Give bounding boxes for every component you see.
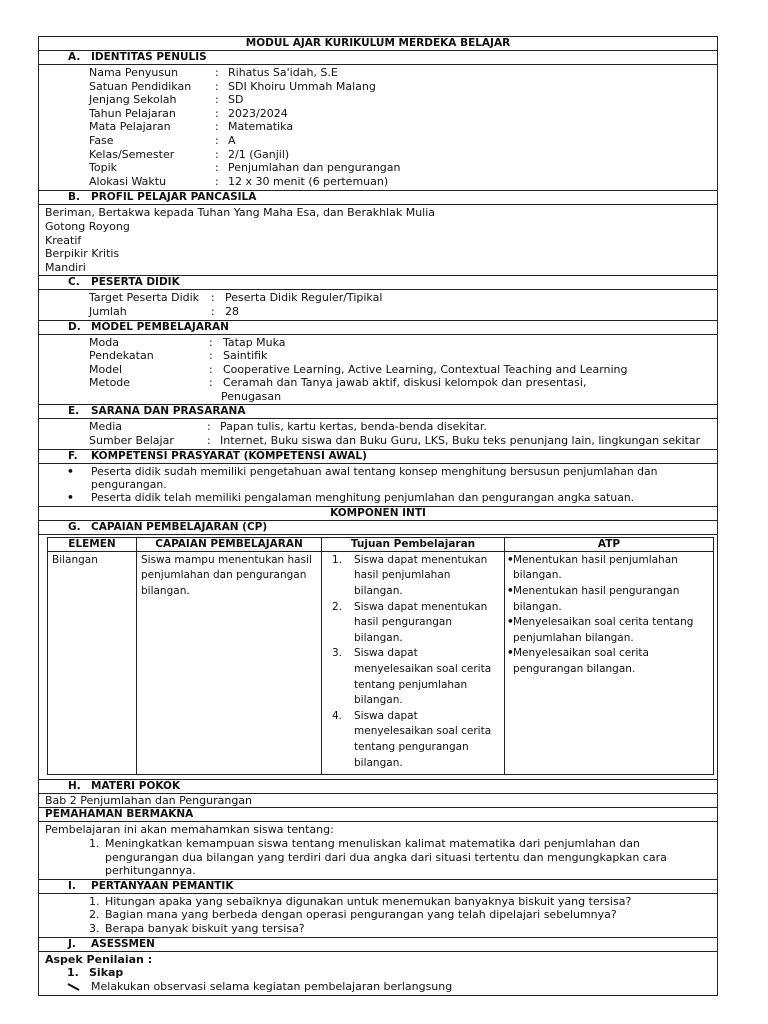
module-document [38,36,718,996]
section-letter: I. [68,879,76,892]
observasi-text: Melakukan observasi selama kegiatan pembelajaran berlangsung [91,979,453,993]
kv-key: Moda [89,335,119,349]
kv-colon: : [215,174,219,188]
kv-row [39,434,717,448]
section-label: IDENTITAS PENULIS [91,51,207,63]
checkmark-icon [67,983,81,991]
bullet-icon: • [507,553,514,566]
asesmen-body [39,952,717,997]
kv-row [39,349,717,363]
bullet-icon: • [507,616,514,629]
kv-colon: : [215,93,219,107]
kv-key: Nama Penyusun [89,66,179,79]
kv-value: Internet, Buku siswa dan Buku Guru, LKS, Buku teks penunjang lain, lingkungan sekitar [220,434,701,448]
identitas-body [39,65,717,191]
model-body [39,335,717,406]
kompetensi-item [39,491,717,504]
pertanyaan-item: 1. Hitungan apaka yang sebaiknya digunakan untuk menemukan banyaknya biskuit yang tersisa? [89,894,632,908]
kv-row [39,66,717,80]
kv-key: Fase [89,133,114,147]
kv-colon: : [207,434,211,448]
kv-key: Mata Pelajaran [89,120,171,134]
section-b-header [39,191,717,205]
kv-key: Jenjang Sekolah [89,93,177,107]
section-f-header [39,450,717,464]
pemahaman-header: PEMAHAMAN BERMAKNA [39,808,717,822]
pemahaman-intro: Pembelajaran ini akan memahamkan siswa tentang: [45,823,334,837]
kv-key: Alokasi Waktu [89,174,167,188]
section-letter: B. [68,191,80,204]
tujuan-text: Siswa dapat menyelesaikan soal cerita tentang penjumlahan bilangan. [354,647,492,707]
kv-value: A [228,133,236,147]
section-a-header [39,51,717,65]
kv-colon: : [209,349,213,363]
section-letter: C. [68,276,80,289]
kv-value: Papan tulis, kartu kertas, benda-benda disekitar. [220,420,487,434]
bullet-icon: • [507,585,514,598]
aspek-penilaian: Aspek Penilaian : [45,952,153,966]
atp-item [507,553,709,584]
kv-value: Penugasan [221,389,282,403]
document-title: MODUL AJAR KURIKULUM MERDEKA BELAJAR [39,37,717,51]
atp-text: Menentukan hasil pengurangan bilangan. [513,585,680,613]
kv-value: 12 x 30 menit (6 pertemuan) [228,174,389,188]
atp-item [507,646,709,677]
kv-key: Model [89,362,123,376]
section-label: PROFIL PELAJAR PANCASILA [91,191,257,204]
kv-value: Tatap Muka [223,335,286,349]
tujuan-item: 4. Siswa dapat menyelesaikan soal cerita tentang pengurangan bilangan. [332,709,492,769]
sikap-heading [39,966,717,980]
header-elemen: ELEMEN [48,538,137,551]
kv-value: 2/1 (Ganjil) [228,147,290,161]
kv-value: Matematika [228,120,294,134]
kv-key: Metode [89,376,131,390]
section-label: CAPAIAN PEMBELAJARAN (CP) [91,520,268,533]
pertanyaan-item: 2. Bagian mana yang berbeda dengan operasi pengurangan yang telah dipelajari sebelumnya? [89,908,617,922]
profil-item: Mandiri [45,260,86,274]
bullet-icon: • [67,464,74,478]
tujuan-item: 1. Siswa dapat menentukan hasil penjumlahan bilangan. [332,553,488,598]
cell-elemen: Bilangan [48,552,137,774]
kv-colon: : [215,147,219,161]
kv-colon: : [209,376,213,390]
kv-row [39,175,717,189]
pertanyaan-text: Berapa banyak biskuit yang tersisa? [105,922,305,936]
section-label: SARANA DAN PRASARANA [91,405,246,418]
section-label: ASESSMEN [91,937,155,950]
kv-row [39,148,717,162]
header-tujuan: Tujuan Pembelajaran [322,538,505,551]
kv-colon: : [209,362,213,376]
sikap-label: Sikap [89,966,124,980]
kv-row [39,161,717,175]
section-label: MODEL PEMBELAJARAN [91,320,229,333]
header-capaian: CAPAIAN PEMBELAJARAN [137,538,322,551]
section-letter: E. [68,405,80,418]
pertanyaan-text: Hitungan apaka yang sebaiknya digunakan untuk menemukan banyaknya biskuit yang tersisa? [105,894,632,908]
section-e-header [39,405,717,419]
atp-text: Menentukan hasil penjumlahan bilangan. [513,553,678,582]
kv-colon: : [215,133,219,147]
kv-row [39,376,717,390]
section-g-header [39,521,717,535]
kv-row [39,305,717,319]
kv-colon: : [215,161,219,175]
komponen-inti-heading: KOMPONEN INTI [39,507,717,521]
tujuan-item: 2. Siswa dapat menentukan hasil pengurangan bilangan. [332,600,488,644]
kv-row [39,80,717,94]
kv-row [39,420,717,434]
section-label: MATERI POKOK [91,779,181,792]
kv-value: Cooperative Learning, Active Learning, Contextual Teaching and Learning [223,362,628,376]
kv-colon: : [211,304,215,318]
kv-colon: : [215,120,219,134]
header-atp: ATP [597,537,621,550]
cp-table [47,537,714,775]
section-letter: F. [68,449,78,462]
cell-tujuan [322,552,505,774]
tujuan-text: Siswa dapat menyelesaikan soal cerita tentang pengurangan bilangan. [354,709,492,769]
kv-key: Target Peserta Didik [89,291,200,305]
kompetensi-body [39,464,717,507]
section-letter: G. [68,520,81,533]
observasi-item [39,980,717,994]
atp-text: Menyelesaikan soal cerita pengurangan bilangan. [513,647,649,676]
kv-value: Penjumlahan dan pengurangan [228,161,401,175]
cell-atp [505,552,713,774]
pertanyaan-text: Bagian mana yang berbeda dengan operasi pengurangan yang telah dipelajari sebelumnya? [105,908,617,922]
kv-colon: : [215,106,219,120]
section-i-header [39,880,717,894]
tujuan-text: Siswa dapat menentukan hasil pengurangan bilangan. [354,600,488,644]
kv-colon: : [215,66,219,79]
pemahaman-body [39,822,717,879]
atp-text: Menyelesaikan soal cerita tentang penjumlahan bilangan. [513,616,694,644]
profil-item: Kreatif [45,233,82,247]
profil-body [39,205,717,276]
pertanyaan-item: 3. Berapa banyak biskuit yang tersisa? [89,922,305,936]
pertanyaan-body [39,894,717,938]
profil-item: Berpikir Kritis [45,247,120,261]
cp-table-header [48,538,713,552]
kompetensi-text: Peserta didik telah memiliki pengalaman menghitung penjumlahan dan pengurangan angka satuan. [91,491,635,505]
kv-value: SD [228,93,244,107]
section-j-header [39,938,717,952]
kompetensi-text: Peserta didik sudah memiliki pengetahuan awal tentang konsep menghitung bersusun penjumlahan dan pengurangan. [91,464,658,492]
kv-key: Tahun Pelajaran [89,106,176,120]
kv-key: Pendekatan [89,349,154,363]
kv-value: 2023/2024 [228,106,288,120]
pemahaman-item: 1. Meningkatkan kemampuan siswa tentang menuliskan kalimat matematika dari penjumlahan dan pengurangan dua bilangan yang terdiri dari dua angka dari situasi tertentu dan mengungkapkan cara perhitungannya. [89,837,667,878]
kv-key: Satuan Pendidikan [89,79,192,93]
kv-row [39,390,717,404]
cp-table-wrap [39,535,717,780]
kv-colon: : [215,79,219,93]
section-h-header [39,780,717,794]
tujuan-item: 3. Siswa dapat menyelesaikan soal cerita tentang penjumlahan bilangan. [332,647,492,707]
kv-key: Jumlah [89,304,127,318]
profil-item: Gotong Royong [45,219,130,233]
section-c-header [39,276,717,290]
kv-key: Kelas/Semester [89,147,175,161]
tujuan-text: Siswa dapat menentukan hasil penjumlahan bilangan. [354,553,488,598]
kompetensi-item [39,465,717,492]
section-letter: J. [68,937,76,950]
kv-colon: : [209,335,213,349]
sikap-number: 1. [67,966,79,980]
sarana-body [39,419,717,449]
atp-item [507,615,709,646]
kv-row [39,291,717,305]
section-letter: H. [68,779,81,792]
kv-colon: : [211,291,215,305]
kv-value: Peserta Didik Reguler/Tipikal [225,291,383,305]
kv-row [39,336,717,350]
kv-value: Ceramah dan Tanya jawab aktif, diskusi kelompok dan presentasi, [223,376,587,390]
bullet-icon: • [67,491,74,505]
pemahaman-text: Meningkatkan kemampuan siswa tentang menuliskan kalimat matematika dari penjumlahan dan pengurangan dua bilangan yang terdiri dari dua angka dari situasi tertentu dan mengungkapkan cara perhitungannya. [105,837,667,878]
materi-text: Bab 2 Penjumlahan dan Pengurangan [39,794,717,809]
kv-value: Saintifik [223,349,268,363]
section-letter: A. [68,51,81,63]
section-label: PESERTA DIDIK [91,276,180,289]
section-letter: D. [68,320,81,333]
section-label: KOMPETENSI PRASYARAT (KOMPETENSI AWAL) [91,449,367,462]
section-d-header [39,321,717,335]
kv-row [39,363,717,377]
kv-value: Rihatus Sa'idah, S.E [228,66,338,79]
profil-item: Beriman, Bertakwa kepada Tuhan Yang Maha Esa, dan Berakhlak Mulia [45,206,436,220]
cp-table-row [48,552,713,774]
kv-row [39,120,717,134]
kv-key: Media [89,420,123,434]
cell-capaian: Siswa mampu menentukan hasil penjumlahan dan pengurangan bilangan. [137,552,322,774]
kv-colon: : [207,420,211,434]
atp-item [507,584,709,615]
peserta-body [39,290,717,320]
kv-row [39,107,717,121]
kv-key: Sumber Belajar [89,434,174,448]
kv-row [39,93,717,107]
section-label: PERTANYAAN PEMANTIK [91,879,234,892]
kv-value: 28 [225,304,239,318]
kv-key: Topik [89,161,117,175]
kv-value: SDI Khoiru Ummah Malang [228,79,376,93]
bullet-icon: • [507,647,514,660]
kv-row [39,134,717,148]
